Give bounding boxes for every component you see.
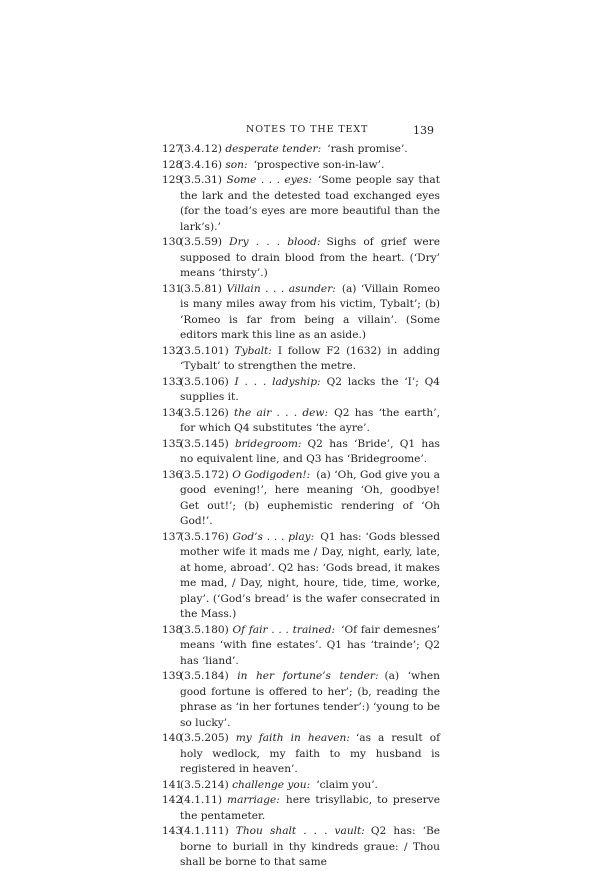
note-text: ‘as a result of holy wedlock, my faith to my husband is registered in heaven’. (180, 732, 440, 775)
note-reference: (4.1.11) (180, 794, 222, 806)
note-lemma: bridegroom: (234, 437, 302, 450)
note-reference: (3.5.126) (180, 406, 229, 419)
note-number: 128 (162, 158, 183, 171)
note-number: 134 (162, 406, 183, 419)
note-number: 127 (162, 143, 183, 155)
note-135 (162, 437, 440, 468)
note-128 (162, 158, 440, 174)
note-reference: (3.4.16) (180, 158, 222, 171)
note-number: 143 (162, 825, 183, 837)
note-number: 129 (162, 174, 183, 186)
note-text: Q2 has ‘the earth’, for which Q4 substitutes ‘the ayre’. (180, 406, 440, 434)
note-reference: (3.5.31) (180, 174, 222, 186)
note-lemma: God’s . . . play: (232, 530, 315, 543)
note-132 (162, 344, 440, 375)
note-number: 142 (162, 794, 183, 806)
note-138 (162, 623, 440, 670)
note-lemma: challenge you: (232, 778, 311, 791)
note-text: ‘claim you’. (316, 778, 378, 791)
note-lemma: Of fair . . . trained: (232, 623, 336, 636)
note-reference: (3.5.180) (180, 623, 229, 636)
note-text: Q2 has ‘Bride’, Q1 has no equivalent line, and Q3 has ‘Bridegroome’. (180, 437, 440, 465)
note-reference: (3.5.101) (180, 344, 229, 357)
note-number: 136 (162, 468, 183, 481)
note-text: Q1 has: ‘Gods blessed mother wife it mads me / Day, night, early, late, at home, abroad’. Q2 has: ‘Gods bread, it makes me mad, / Day, night, houre, tide, time, worke, play’. (‘God’s bread’ is the wafer consecrated in the Mass.) (180, 530, 440, 620)
note-text: (a) ‘Oh, God give you a good evening!’, here meaning ‘Oh, goodbye! Get out!’; (b) euphemistic rendering of ‘Oh God!’. (180, 468, 440, 527)
note-reference: (3.5.184) (180, 670, 229, 682)
note-text: Q2 lacks the ‘I’; Q4 supplies it. (180, 375, 441, 403)
note-reference: (3.5.172) (180, 468, 229, 481)
note-text: ‘Some people say that the lark and the detested toad exchanged eyes (for the toad’s eyes are more beautiful than the lark’s).’ (180, 174, 440, 233)
note-number: 131 (162, 282, 183, 295)
note-text: here trisyllabic, to preserve the pentameter. (180, 794, 440, 822)
note-reference: (3.5.59) (180, 236, 222, 248)
note-text: ‘Of fair demesnes’ means ‘with fine estates’. Q1 has ‘trainde’; Q2 has ‘liand’. (180, 623, 440, 667)
note-lemma: my faith in heaven: (235, 732, 350, 744)
note-127 (162, 142, 440, 158)
note-133 (162, 375, 440, 406)
note-130 (162, 235, 440, 282)
note-reference: (3.5.106) (180, 375, 229, 388)
note-lemma: son: (225, 158, 248, 171)
note-number: 135 (162, 437, 183, 450)
page-number: 139 (413, 124, 434, 137)
note-140 (162, 731, 440, 778)
note-137 (162, 530, 440, 623)
note-number: 132 (162, 344, 183, 357)
note-number: 137 (162, 530, 183, 543)
page-header (162, 124, 434, 138)
note-text: Sighs of grief were supposed to drain blood from the heart. (‘Dry’ means ‘thirsty’.) (180, 236, 441, 279)
note-number: 139 (162, 670, 183, 682)
note-lemma: desperate tender: (225, 143, 322, 155)
note-number: 133 (162, 375, 183, 388)
note-lemma: in her fortune’s tender: (237, 670, 379, 682)
running-head: NOTES TO THE TEXT (246, 124, 369, 135)
note-reference: (3.5.205) (180, 732, 229, 744)
note-143 (162, 824, 440, 871)
note-lemma: I . . . ladyship: (234, 375, 321, 388)
note-lemma: marriage: (227, 794, 280, 806)
note-139 (162, 669, 440, 731)
note-reference: (3.5.214) (180, 778, 229, 791)
note-lemma: Thou shalt . . . vault: (235, 825, 365, 837)
note-reference: (3.5.176) (180, 530, 229, 543)
note-129 (162, 173, 440, 235)
note-lemma: Villain . . . asunder: (226, 282, 336, 295)
note-reference: (3.5.145) (180, 437, 229, 450)
note-reference: (3.4.12) (180, 143, 222, 155)
note-reference: (4.1.111) (180, 825, 229, 837)
notes-list (162, 142, 440, 871)
note-text: I follow F2 (1632) in adding ‘Tybalt’ to strengthen the metre. (180, 344, 440, 372)
note-number: 140 (162, 732, 183, 744)
note-lemma: Dry . . . blood: (229, 236, 321, 248)
note-134 (162, 406, 440, 437)
note-lemma: Some . . . eyes: (226, 174, 312, 186)
note-text: (a) ‘Villain Romeo is many miles away from his victim, Tybalt’; (b) ‘Romeo is far from being a villain’. (Some editors mark this line as an aside.) (180, 282, 441, 341)
note-136 (162, 468, 440, 530)
note-text: ‘rash promise’. (327, 143, 408, 155)
note-text: ‘prospective son-in-law’. (253, 158, 385, 171)
note-lemma: Tybalt: (234, 344, 272, 357)
note-lemma: the air . . . dew: (233, 406, 329, 419)
note-lemma: O Godigoden!: (232, 468, 311, 481)
note-number: 138 (162, 623, 183, 636)
note-text: Q2 has: ‘Be borne to buriall in thy kindreds graue: / Thou shall be borne to that same (180, 825, 440, 868)
note-text: (a) ‘when good fortune is offered to her’; (b, reading the phrase as ‘in her fortunes tender’:) ‘young to be so lucky’. (180, 670, 440, 729)
note-141 (162, 778, 440, 794)
note-reference: (3.5.81) (180, 282, 222, 295)
note-number: 141 (162, 778, 183, 791)
note-number: 130 (162, 236, 183, 248)
note-131 (162, 282, 440, 344)
note-142 (162, 793, 440, 824)
